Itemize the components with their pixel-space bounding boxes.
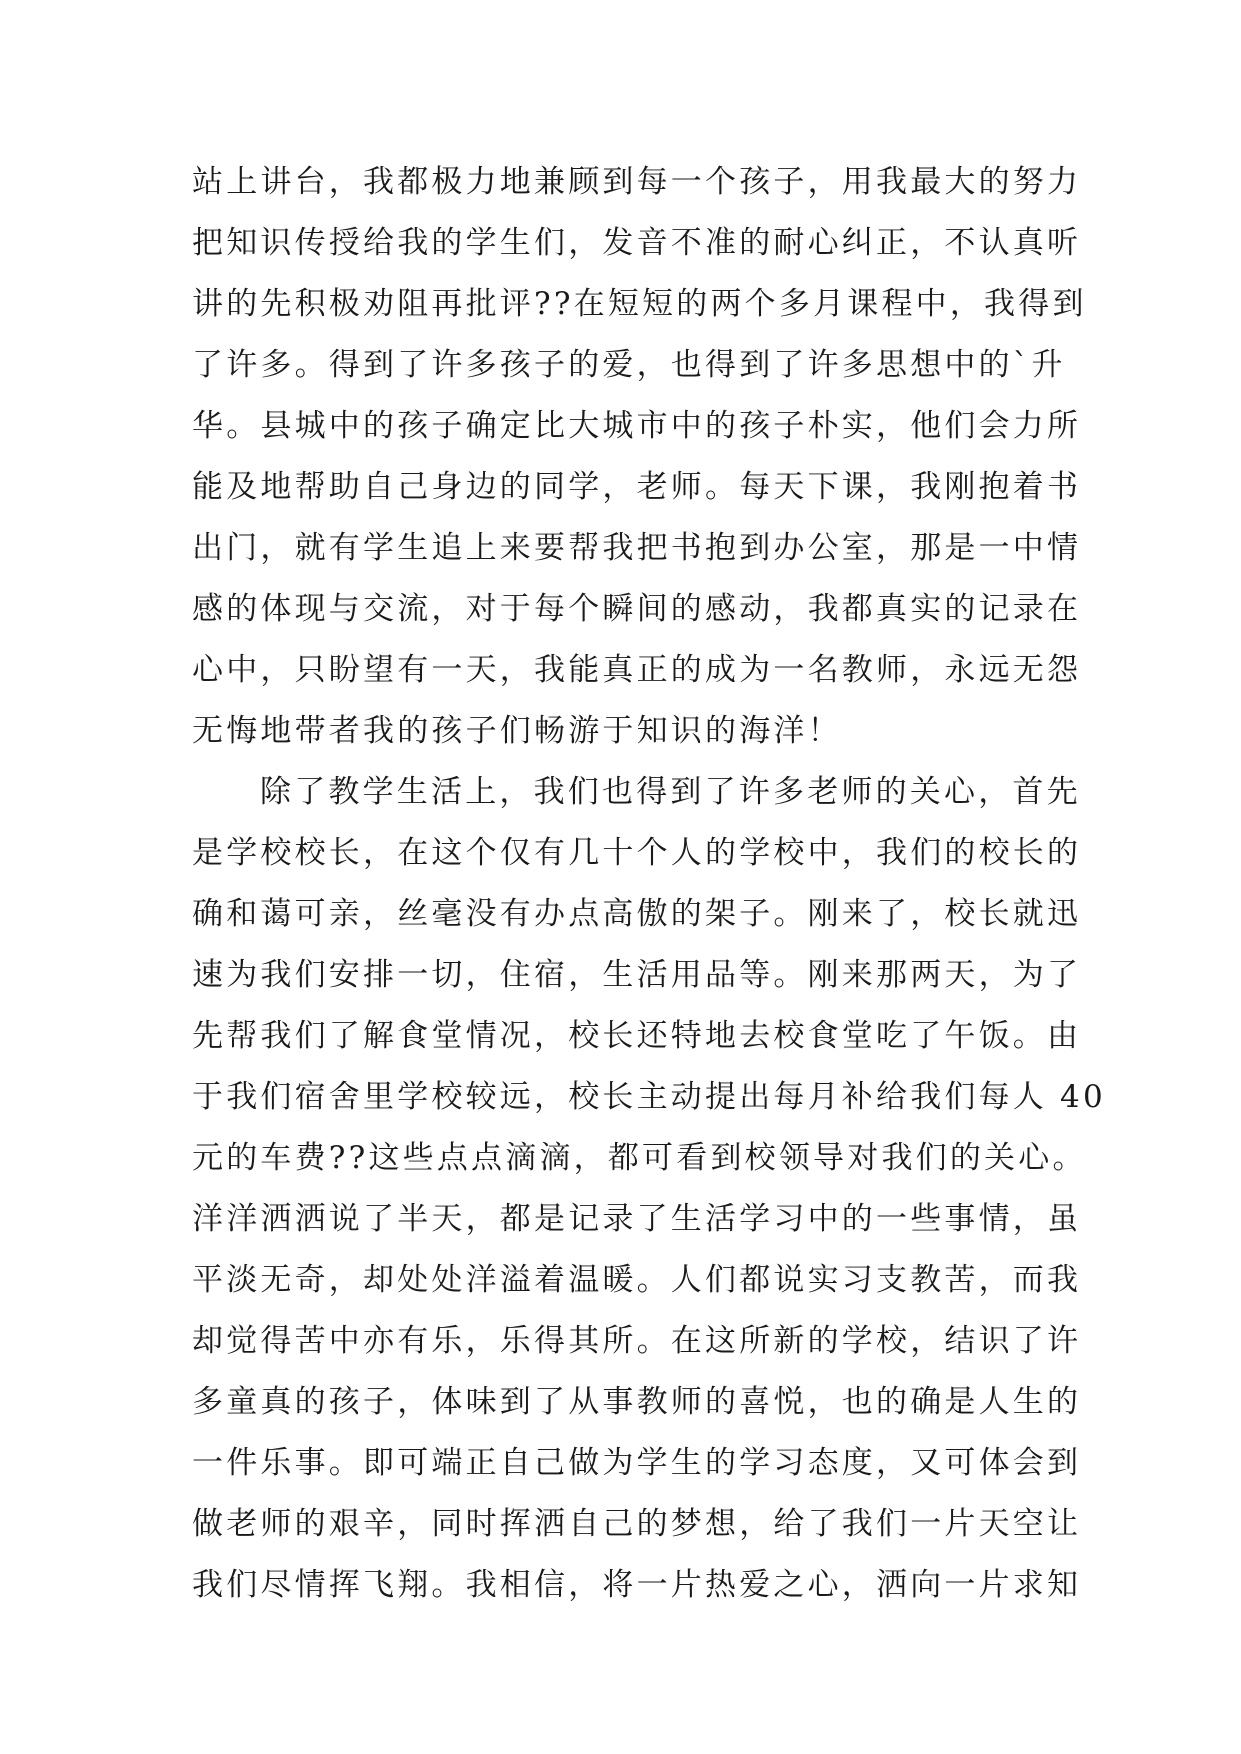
text-line: 能及地帮助自己身边的同学，老师。每天下课，我刚抱着书	[192, 469, 1082, 505]
text-line: 除了教学生活上，我们也得到了许多老师的关心，首先	[260, 774, 1081, 810]
text-line: 速为我们安排一切，住宿，生活用品等。刚来那两天，为了	[192, 957, 1082, 993]
text-line: 做老师的艰辛，同时挥洒自己的梦想，给了我们一片天空让	[192, 1506, 1082, 1542]
text-line: 了许多。得到了许多孩子的爱，也得到了许多思想中的`升	[192, 347, 1066, 383]
text-line: 洋洋洒洒说了半天，都是记录了生活学习中的一些事情，虽	[192, 1201, 1082, 1237]
text-line: 讲的先积极劝阻再批评??在短短的两个多月课程中，我得到	[192, 286, 1087, 322]
text-line: 站上讲台，我都极力地兼顾到每一个孩子，用我最大的努力	[192, 164, 1082, 200]
text-line: 确和蔼可亲，丝毫没有办点高傲的架子。刚来了，校长就迅	[192, 896, 1082, 932]
text-line: 我们尽情挥飞翔。我相信，将一片热爱之心，洒向一片求知	[192, 1567, 1082, 1603]
text-line: 感的体现与交流，对于每个瞬间的感动，我都真实的记录在	[192, 591, 1082, 627]
text-line: 先帮我们了解食堂情况，校长还特地去校食堂吃了午饭。由	[192, 1018, 1082, 1054]
text-line: 是学校校长，在这个仅有几十个人的学校中，我们的校长的	[192, 835, 1082, 871]
text-line: 元的车费??这些点点滴滴，都可看到校领导对我们的关心。	[192, 1140, 1087, 1176]
text-line: 华。县城中的孩子确定比大城市中的孩子朴实，他们会力所	[192, 408, 1082, 444]
text-line: 平淡无奇，却处处洋溢着温暖。人们都说实习支教苦，而我	[192, 1262, 1082, 1298]
text-line: 于我们宿舍里学校较远，校长主动提出每月补给我们每人 40	[192, 1079, 1106, 1115]
text-line: 心中，只盼望有一天，我能真正的成为一名教师，永远无怨	[192, 652, 1082, 688]
text-line: 却觉得苦中亦有乐，乐得其所。在这所新的学校，结识了许	[192, 1323, 1082, 1359]
text-line: 多童真的孩子，体味到了从事教师的喜悦，也的确是人生的	[192, 1384, 1082, 1420]
text-line: 一件乐事。即可端正自己做为学生的学习态度，又可体会到	[192, 1445, 1082, 1481]
body-text	[192, 152, 1106, 1616]
text-line: 把知识传授给我的学生们，发音不准的耐心纠正，不认真听	[192, 225, 1082, 261]
text-line: 出门，就有学生追上来要帮我把书抱到办公室，那是一中情	[192, 530, 1082, 566]
text-line: 无悔地带者我的孩子们畅游于知识的海洋！	[192, 713, 842, 749]
